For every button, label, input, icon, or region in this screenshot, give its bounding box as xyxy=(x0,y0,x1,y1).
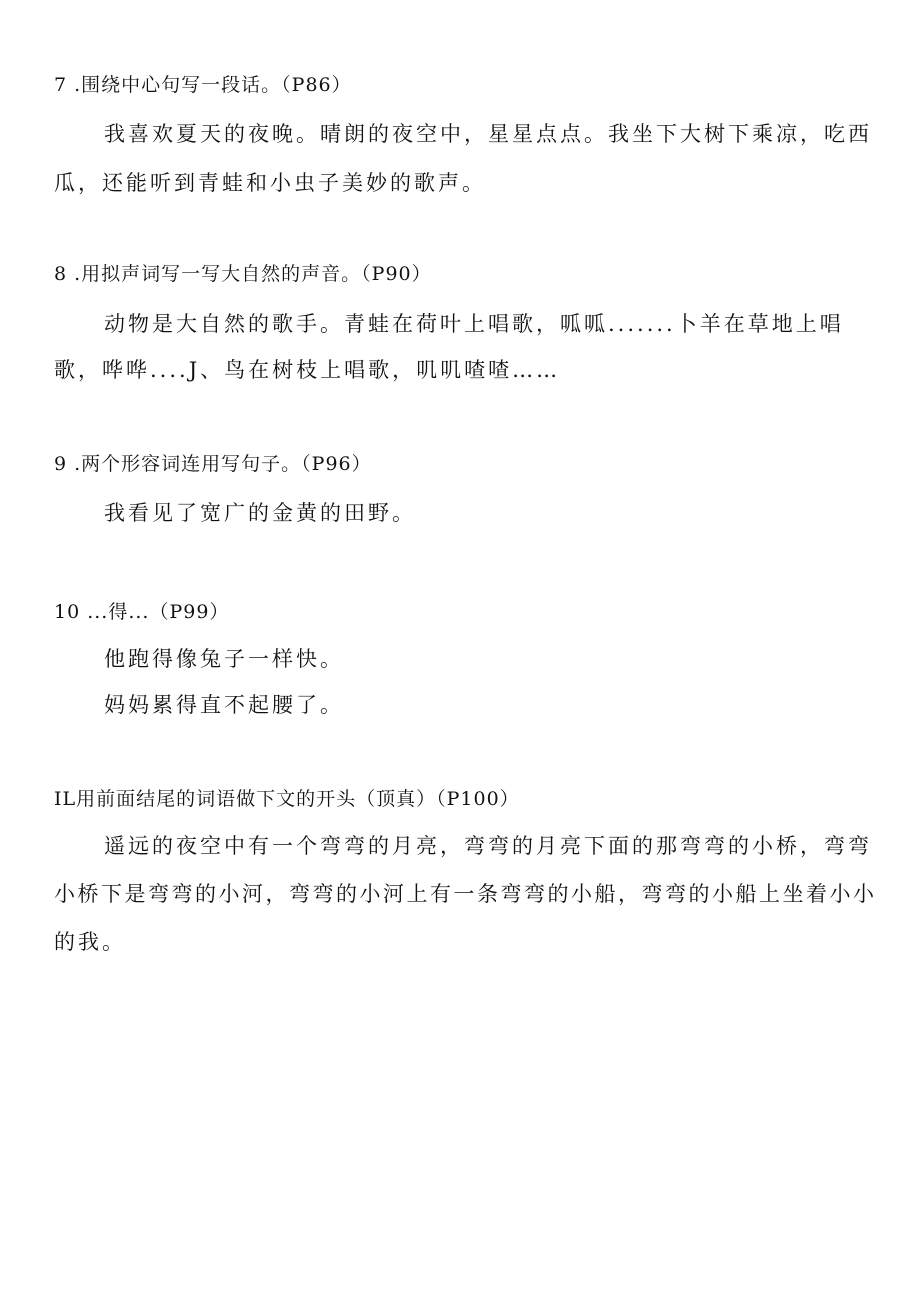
section-8-title: 8 .用拟声词写一写大自然的声音。（P90） xyxy=(54,263,432,285)
section-11-line-2: 小桥下是弯弯的小河，弯弯的小河上有一条弯弯的小船，弯弯的小船上坐着小小 xyxy=(54,882,877,906)
section-7-line-1: 我喜欢夏天的夜晚。晴朗的夜空中，星星点点。我坐下大树下乘凉，吃西 xyxy=(104,122,872,146)
section-11-title: IL用前面结尾的词语做下文的开头（顶真）（P100） xyxy=(54,788,520,810)
section-7-line-2: 瓜，还能听到青蛙和小虫子美妙的歌声。 xyxy=(54,171,486,195)
section-10-line-2: 妈妈累得直不起腰了。 xyxy=(104,693,344,717)
section-10-line-1: 他跑得像兔子一样快。 xyxy=(104,647,344,671)
section-7-title: 7 .围绕中心句写一段话。（P86） xyxy=(54,74,352,96)
section-11-line-3: 的我。 xyxy=(54,930,126,954)
section-8-line-2: 歌，哗哗....J、鸟在树枝上唱歌，叽叽喳喳…… xyxy=(54,358,561,382)
section-8-line-1: 动物是大自然的歌手。青蛙在荷叶上唱歌，呱呱.......卜羊在草地上唱 xyxy=(104,312,844,336)
section-9-title: 9 .两个形容词连用写句子。（P96） xyxy=(54,453,372,475)
section-10-title: 10 ...得...（P99） xyxy=(54,601,230,623)
section-9-line-1: 我看见了宽广的金黄的田野。 xyxy=(104,501,416,525)
section-11-line-1: 遥远的夜空中有一个弯弯的月亮，弯弯的月亮下面的那弯弯的小桥，弯弯 xyxy=(104,834,872,858)
